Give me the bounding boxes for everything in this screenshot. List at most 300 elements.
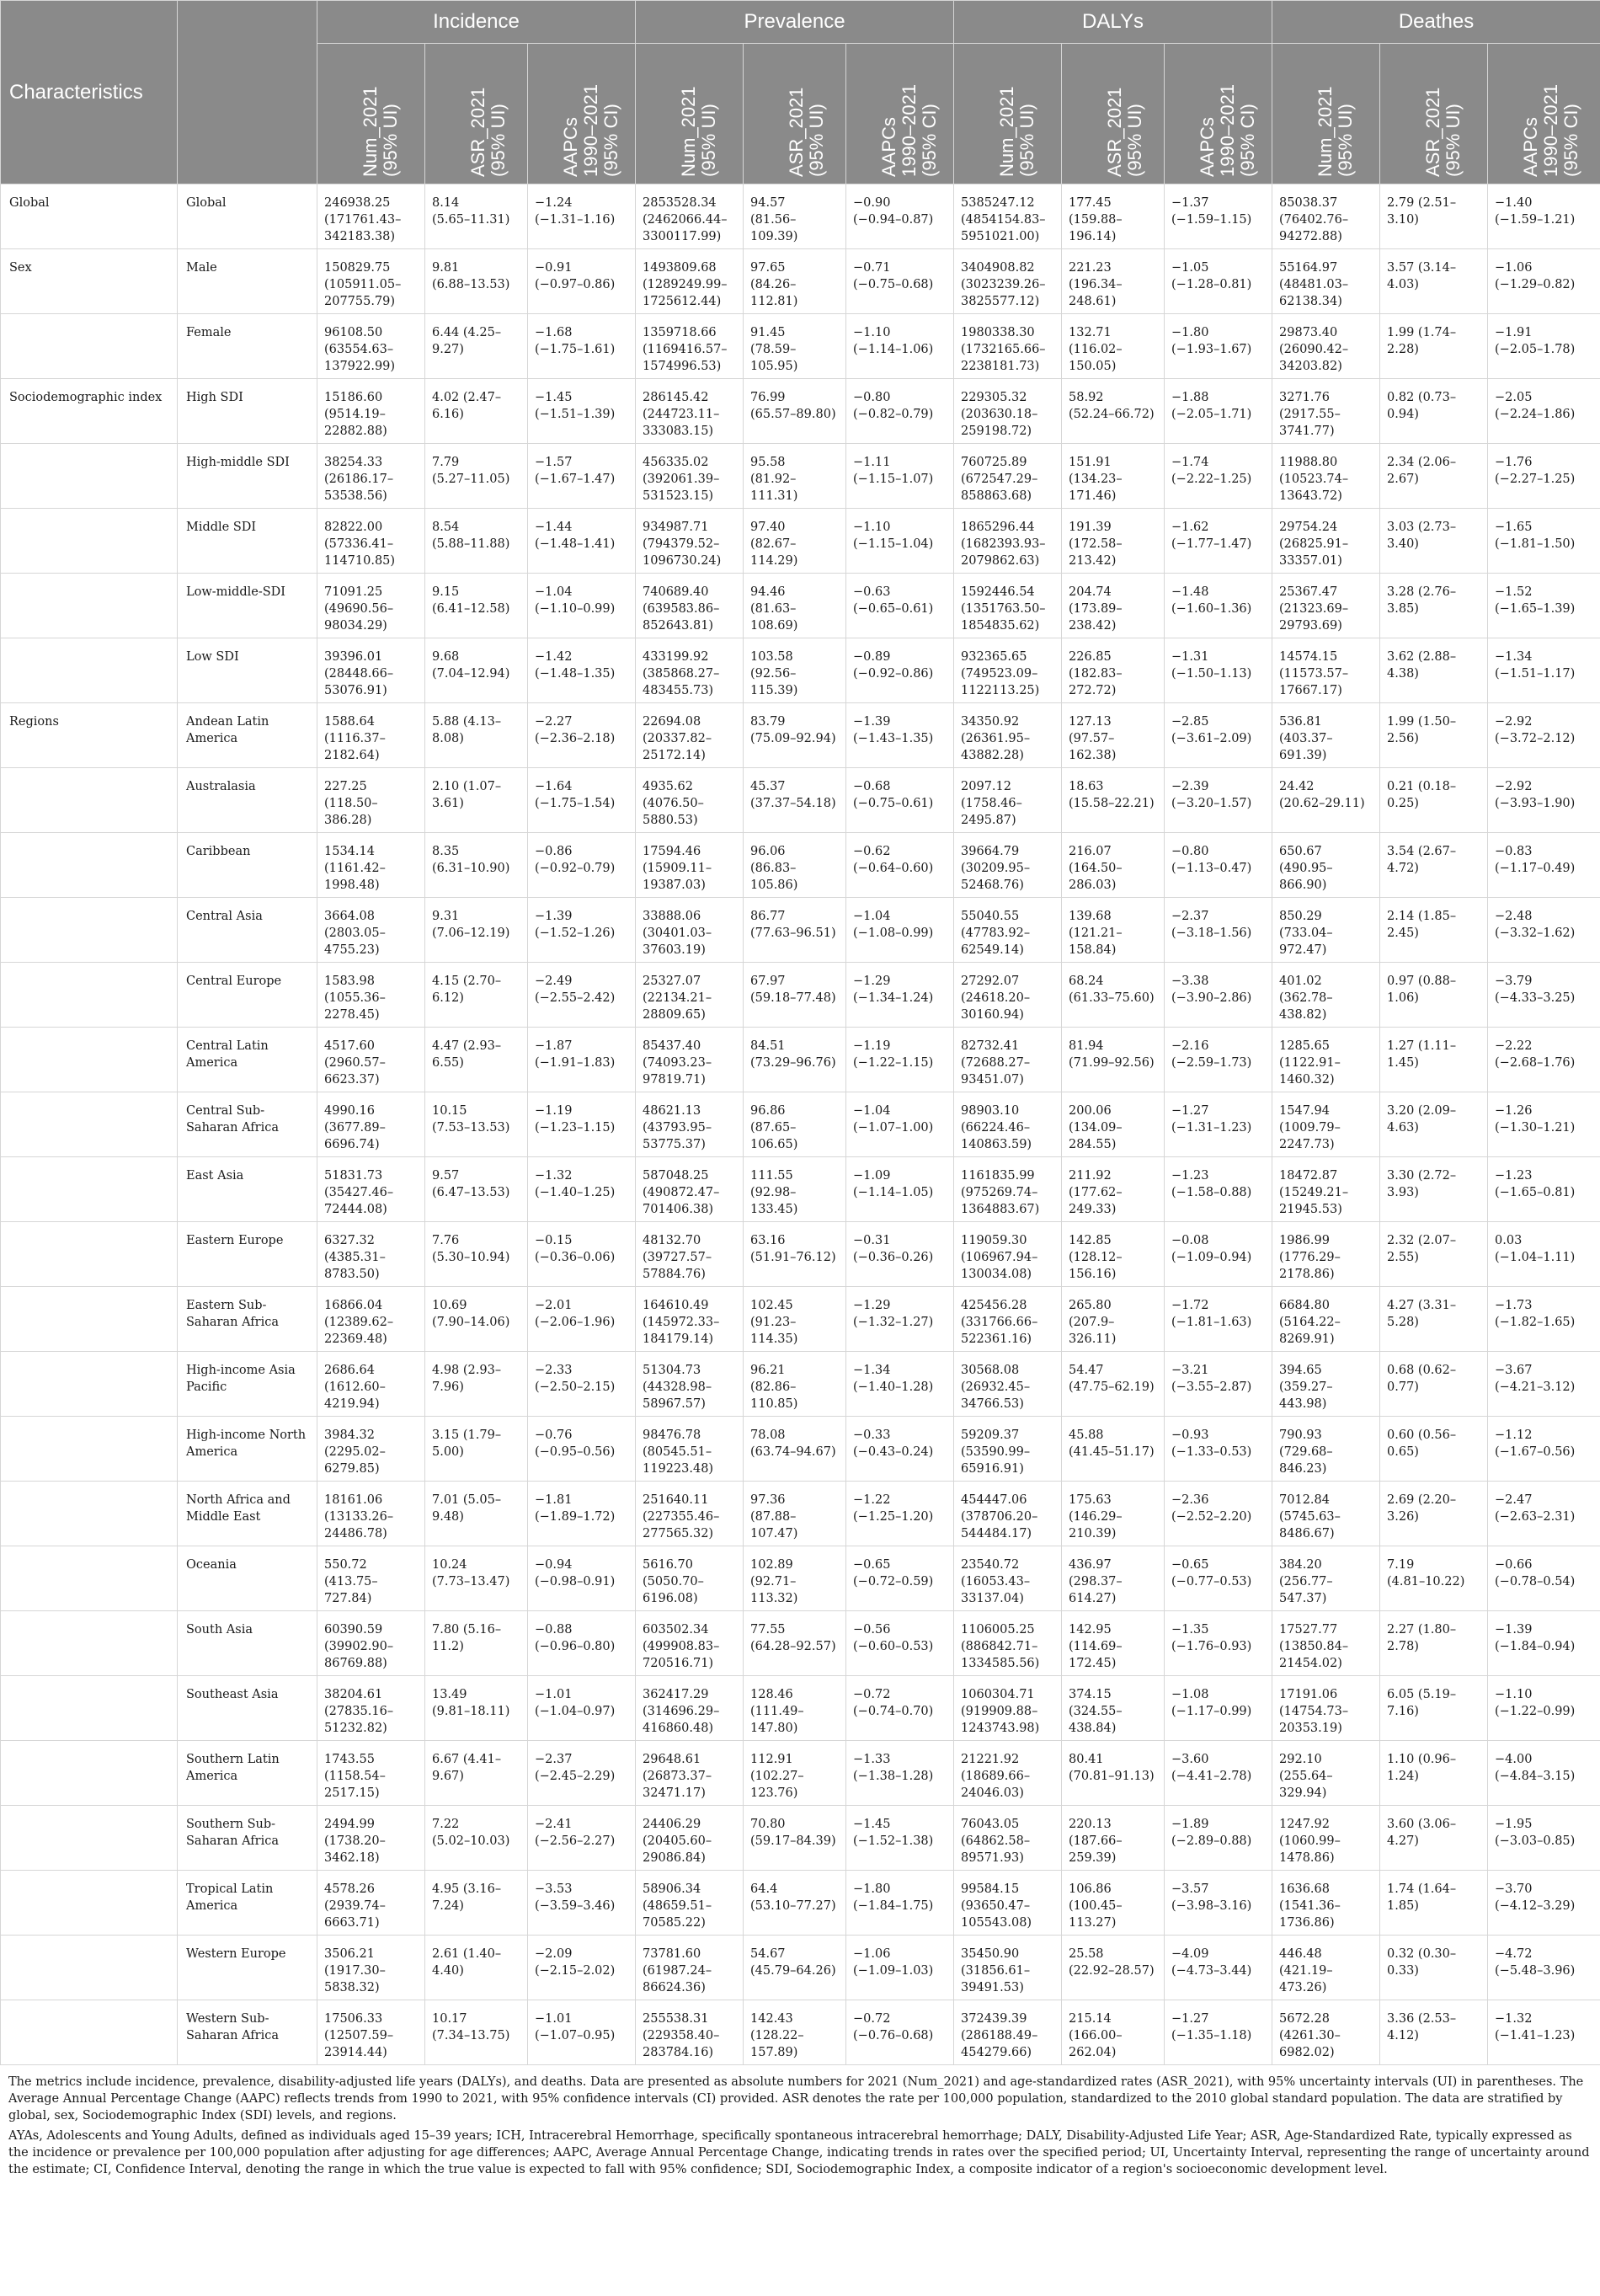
cell-incidence-aapc (528, 1222, 636, 1287)
cell-interval: (4261.30–6982.02) (1279, 2029, 1341, 2059)
cell-value: 1588.64 (324, 715, 375, 729)
cell-interval: (118.50–386.28) (324, 797, 378, 827)
cell-prevalence-aapc (846, 1417, 954, 1482)
cell-value: 1161835.99 (961, 1169, 1035, 1183)
row-label: High-income Asia Pacific (178, 1352, 317, 1417)
subheader-dalys-aapc (1165, 44, 1272, 184)
cell-interval: (1055.36–2278.45) (324, 991, 386, 1022)
cell-value: 82732.41 (961, 1039, 1020, 1053)
cell-deaths-num-2021 (1272, 1676, 1380, 1741)
cell-dalys-num-2021 (954, 249, 1062, 314)
cell-prevalence-aapc (846, 768, 954, 833)
cell-value: −2.22 (1495, 1039, 1533, 1053)
cell-value: 0.21 (0.18–0.25) (1387, 780, 1457, 810)
cell-incidence-asr-2021 (425, 444, 528, 509)
cell-deaths-aapc (1488, 509, 1600, 574)
cell-dalys-aapc (1165, 1417, 1272, 1482)
cell-interval: (26090.42–34203.82) (1279, 343, 1349, 373)
cell-value: 132.71 (1069, 326, 1112, 339)
cell-interval: (82.86–110.85) (750, 1380, 798, 1411)
cell-value: 3.60 (3.06–4.27) (1387, 1818, 1457, 1848)
cell-value: 139.68 (1069, 910, 1112, 923)
cell-interval: (72688.27–93451.07) (961, 1056, 1031, 1087)
cell-interval: (207.9–326.11) (1069, 1316, 1117, 1346)
cell-interval: (59.17–84.39) (750, 1834, 836, 1848)
cell-interval: (−2.50–2.15) (535, 1380, 616, 1394)
cell-value: −3.21 (1171, 1364, 1209, 1377)
cell-value: 1.74 (1.64–1.85) (1387, 1882, 1457, 1913)
cell-value: 151.91 (1069, 456, 1112, 469)
cell-prevalence-num-2021 (636, 184, 744, 249)
cell-interval: (31856.61–39491.53) (961, 1964, 1031, 1994)
cell-interval: (11573.57–17667.17) (1279, 667, 1349, 697)
cell-value: 1359718.66 (643, 326, 717, 339)
cell-dalys-num-2021 (954, 1028, 1062, 1092)
cell-prevalence-aapc (846, 249, 954, 314)
cell-value: 11988.80 (1279, 456, 1338, 469)
cell-incidence-num-2021 (317, 768, 425, 833)
cell-prevalence-num-2021 (636, 1611, 744, 1676)
cell-dalys-num-2021 (954, 184, 1062, 249)
cell-interval: (164.50–286.03) (1069, 862, 1123, 892)
cell-incidence-num-2021 (317, 1676, 425, 1741)
cell-value: 142.85 (1069, 1234, 1112, 1247)
cell-interval: (12507.59–23914.44) (324, 2029, 394, 2059)
cell-deaths-aapc (1488, 184, 1600, 249)
cell-value: 99584.15 (961, 1882, 1020, 1896)
cell-prevalence-aapc (846, 963, 954, 1028)
cell-interval: (−1.33–0.53) (1171, 1445, 1252, 1459)
cell-interval: (−1.65–1.39) (1495, 602, 1576, 616)
cell-deaths-asr-2021 (1380, 1092, 1488, 1157)
cell-value: 78.08 (750, 1428, 786, 1442)
cell-prevalence-num-2021 (636, 1028, 744, 1092)
cell-value: 4.15 (2.70–6.12) (432, 974, 502, 1005)
cell-interval: (−2.59–1.73) (1171, 1056, 1252, 1070)
cell-value: −1.42 (535, 650, 573, 664)
cell-dalys-aapc (1165, 1936, 1272, 2000)
cell-interval: (6.47–13.53) (432, 1186, 510, 1199)
cell-interval: (−1.08–0.99) (853, 926, 934, 940)
cell-deaths-num-2021 (1272, 1611, 1380, 1676)
cell-interval: (4076.50–5880.53) (643, 797, 704, 827)
cell-interval: (−0.75–0.61) (853, 797, 934, 810)
cell-value: 97.36 (750, 1493, 786, 1507)
cell-interval: (−0.92–0.79) (535, 862, 616, 875)
cell-interval: (−1.52–1.38) (853, 1834, 934, 1848)
cell-prevalence-asr-2021 (744, 1936, 846, 2000)
cell-dalys-asr-2021 (1062, 703, 1165, 768)
cell-value: 76043.05 (961, 1818, 1020, 1831)
subheader-incidence-num-2021 (317, 44, 425, 184)
cell-prevalence-aapc (846, 1222, 954, 1287)
cell-interval: (−3.18–1.56) (1171, 926, 1252, 940)
cell-value: 2.27 (1.80–2.78) (1387, 1623, 1457, 1653)
cell-deaths-asr-2021 (1380, 2000, 1488, 2065)
cell-prevalence-aapc (846, 1806, 954, 1871)
cell-interval: (−0.95–0.56) (535, 1445, 616, 1459)
cell-value: 1285.65 (1279, 1039, 1330, 1053)
cell-value: 7.01 (5.05–9.48) (432, 1493, 502, 1524)
cell-value: 446.48 (1279, 1947, 1322, 1961)
cell-interval: (6.31–10.90) (432, 862, 510, 875)
cell-prevalence-num-2021 (636, 1676, 744, 1741)
cell-interval: (−4.41–2.78) (1171, 1770, 1252, 1783)
cell-deaths-aapc (1488, 1092, 1600, 1157)
cell-incidence-asr-2021 (425, 898, 528, 963)
cell-interval: (−1.41–1.23) (1495, 2029, 1576, 2042)
cell-value: 2.69 (2.20–3.26) (1387, 1493, 1457, 1524)
cell-deaths-asr-2021 (1380, 574, 1488, 638)
cell-interval: (21323.69–29793.69) (1279, 602, 1349, 633)
cell-value: 97.65 (750, 261, 786, 275)
row-label: Western Sub-Saharan Africa (178, 2000, 317, 2065)
cell-interval: (20405.60–29086.84) (643, 1834, 712, 1865)
cell-value: 34350.92 (961, 715, 1020, 729)
cell-value: 211.92 (1069, 1169, 1112, 1183)
cell-prevalence-num-2021 (636, 1352, 744, 1417)
cell-deaths-num-2021 (1272, 379, 1380, 444)
cell-incidence-asr-2021 (425, 1676, 528, 1741)
cell-incidence-num-2021 (317, 1482, 425, 1546)
table-row (1, 2000, 1600, 2065)
cell-value: 18161.06 (324, 1493, 383, 1507)
table-row (1, 833, 1600, 898)
cell-interval: (−1.35–1.18) (1171, 2029, 1252, 2042)
cell-value: 1493809.68 (643, 261, 717, 275)
cell-value: −1.40 (1495, 196, 1533, 210)
cell-dalys-aapc (1165, 2000, 1272, 2065)
cell-deaths-aapc (1488, 1871, 1600, 1936)
cell-interval: (−0.65–0.61) (853, 602, 934, 616)
cell-incidence-num-2021 (317, 249, 425, 314)
cell-interval: (26825.91–33357.01) (1279, 537, 1349, 568)
cell-interval: (−1.81–1.63) (1171, 1316, 1252, 1329)
cell-value: −0.31 (853, 1234, 891, 1247)
cell-incidence-aapc (528, 444, 636, 509)
cell-value: −1.80 (853, 1882, 891, 1896)
cell-interval: (102.27–123.76) (750, 1770, 804, 1800)
cell-dalys-num-2021 (954, 1352, 1062, 1417)
cell-value: 384.20 (1279, 1558, 1322, 1572)
cell-incidence-num-2021 (317, 379, 425, 444)
cell-value: 425456.28 (961, 1299, 1027, 1312)
cell-value: 0.82 (0.73–0.94) (1387, 391, 1457, 421)
cell-dalys-asr-2021 (1062, 963, 1165, 1028)
cell-value: 142.95 (1069, 1623, 1112, 1637)
cell-interval: (13850.84–21454.02) (1279, 1640, 1349, 1670)
cell-value: −0.56 (853, 1623, 891, 1637)
cell-value: −1.88 (1171, 391, 1209, 404)
cell-interval: (64.28–92.57) (750, 1640, 836, 1653)
row-label: Central Latin America (178, 1028, 317, 1092)
cell-dalys-num-2021 (954, 963, 1062, 1028)
row-category (1, 2000, 178, 2065)
cell-prevalence-aapc (846, 509, 954, 574)
cell-interval: (20337.82–25172.14) (643, 732, 712, 762)
cell-value: 98476.78 (643, 1428, 701, 1442)
cell-dalys-aapc (1165, 1546, 1272, 1611)
cell-value: −0.76 (535, 1428, 573, 1442)
cell-value: −2.05 (1495, 391, 1533, 404)
cell-prevalence-num-2021 (636, 963, 744, 1028)
cell-interval: (−1.75–1.61) (535, 343, 616, 356)
cell-interval: (−1.04–1.11) (1495, 1251, 1576, 1264)
table-body (1, 184, 1600, 2065)
cell-interval: (−3.93–1.90) (1495, 797, 1576, 810)
cell-interval: (−3.03–0.85) (1495, 1834, 1576, 1848)
cell-interval: (−2.22–1.25) (1171, 473, 1252, 486)
cell-prevalence-num-2021 (636, 1092, 744, 1157)
cell-value: −1.29 (853, 974, 891, 988)
cell-dalys-aapc (1165, 184, 1272, 249)
table-row (1, 509, 1600, 574)
cell-incidence-num-2021 (317, 638, 425, 703)
cell-value: 220.13 (1069, 1818, 1112, 1831)
cell-interval: (6.41–12.58) (432, 602, 510, 616)
cell-value: 8.14 (432, 196, 460, 210)
cell-prevalence-num-2021 (636, 1871, 744, 1936)
cell-interval: (−1.81–1.50) (1495, 537, 1576, 551)
cell-value: 1986.99 (1279, 1234, 1330, 1247)
cell-interval: (26186.17–53538.56) (324, 473, 394, 503)
cell-interval: (1612.60–4219.94) (324, 1380, 386, 1411)
cell-dalys-asr-2021 (1062, 1092, 1165, 1157)
cell-interval: (7.73–13.47) (432, 1575, 510, 1589)
cell-value: −0.68 (853, 780, 891, 793)
table-row (1, 1806, 1600, 1871)
cell-value: 2.32 (2.07–2.55) (1387, 1234, 1457, 1264)
cell-incidence-num-2021 (317, 184, 425, 249)
cell-value: 25327.07 (643, 974, 701, 988)
cell-deaths-num-2021 (1272, 833, 1380, 898)
cell-value: −1.89 (1171, 1818, 1209, 1831)
cell-prevalence-aapc (846, 1741, 954, 1806)
cell-interval: (5745.63–8486.67) (1279, 1510, 1341, 1540)
table-row (1, 1936, 1600, 2000)
cell-incidence-aapc (528, 1417, 636, 1482)
cell-incidence-asr-2021 (425, 379, 528, 444)
cell-value: 3.36 (2.53–4.12) (1387, 2012, 1457, 2042)
cell-deaths-num-2021 (1272, 703, 1380, 768)
cell-interval: (4854154.83–5951021.00) (961, 213, 1046, 243)
cell-interval: (71.99–92.56) (1069, 1056, 1155, 1070)
cell-interval: (−4.21–3.12) (1495, 1380, 1576, 1394)
cell-prevalence-num-2021 (636, 1157, 744, 1222)
cell-deaths-asr-2021 (1380, 1806, 1488, 1871)
cell-dalys-aapc (1165, 1222, 1272, 1287)
cell-value: −1.35 (1171, 1623, 1209, 1637)
cell-incidence-asr-2021 (425, 1482, 528, 1546)
cell-interval: (5.27–11.05) (432, 473, 510, 486)
cell-interval: (18689.66–24046.03) (961, 1770, 1031, 1800)
cell-incidence-aapc (528, 574, 636, 638)
cell-interval: (146.29–210.39) (1069, 1510, 1123, 1540)
cell-value: −1.80 (1171, 326, 1209, 339)
cell-dalys-aapc (1165, 1028, 1272, 1092)
cell-deaths-aapc (1488, 249, 1600, 314)
cell-interval: (639583.86–852643.81) (643, 602, 720, 633)
cell-prevalence-num-2021 (636, 1287, 744, 1352)
cell-interval: (39902.90–86769.88) (324, 1640, 394, 1670)
cell-interval: (5.02–10.03) (432, 1834, 510, 1848)
cell-value: −1.06 (853, 1947, 891, 1961)
cell-prevalence-num-2021 (636, 379, 744, 444)
cell-interval: (97.57–162.38) (1069, 732, 1117, 762)
cell-value: 216.07 (1069, 845, 1112, 858)
cell-deaths-num-2021 (1272, 1871, 1380, 1936)
cell-value: −2.92 (1495, 780, 1533, 793)
cell-incidence-num-2021 (317, 1352, 425, 1417)
cell-interval: (−1.75–1.54) (535, 797, 616, 810)
subheader-label: Num_2021 (95% UI) (1315, 86, 1357, 177)
cell-value: 98903.10 (961, 1104, 1020, 1118)
cell-incidence-asr-2021 (425, 574, 528, 638)
cell-value: −4.09 (1171, 1947, 1209, 1961)
cell-value: −1.57 (535, 456, 573, 469)
cell-interval: (171761.43–342183.38) (324, 213, 402, 243)
cell-value: 6.67 (4.41–9.67) (432, 1753, 502, 1783)
cell-interval: (77.63–96.51) (750, 926, 836, 940)
cell-interval: (66224.46–140863.59) (961, 1121, 1032, 1151)
cell-dalys-aapc (1165, 768, 1272, 833)
cell-deaths-asr-2021 (1380, 1611, 1488, 1676)
cell-value: −2.37 (1171, 910, 1209, 923)
cell-value: −1.05 (1171, 261, 1209, 275)
cell-interval: (5.65–11.31) (432, 213, 510, 227)
cell-incidence-num-2021 (317, 1092, 425, 1157)
cell-value: 80.41 (1069, 1753, 1104, 1766)
cell-deaths-aapc (1488, 444, 1600, 509)
cell-interval: (53.10–77.27) (750, 1899, 836, 1913)
cell-interval: (24618.20–30160.94) (961, 991, 1031, 1022)
cell-value: 63.16 (750, 1234, 786, 1247)
cell-interval: (2960.57–6623.37) (324, 1056, 386, 1087)
cell-interval: (177.62–249.33) (1069, 1186, 1123, 1216)
cell-value: 4.27 (3.31–5.28) (1387, 1299, 1457, 1329)
cell-interval: (−1.32–1.27) (853, 1316, 934, 1329)
cell-interval: (7.53–13.53) (432, 1121, 510, 1135)
cell-value: −0.91 (535, 261, 573, 275)
cell-interval: (−1.07–0.95) (535, 2029, 616, 2042)
cell-interval: (−1.22–1.15) (853, 1056, 934, 1070)
cell-interval: (−0.64–0.60) (853, 862, 934, 875)
cell-dalys-aapc (1165, 638, 1272, 703)
row-label: Southeast Asia (178, 1676, 317, 1741)
cell-prevalence-num-2021 (636, 444, 744, 509)
cell-incidence-aapc (528, 898, 636, 963)
cell-dalys-asr-2021 (1062, 1417, 1165, 1482)
row-label: High-income North America (178, 1417, 317, 1482)
cell-dalys-asr-2021 (1062, 1676, 1165, 1741)
cell-value: −2.33 (535, 1364, 573, 1377)
cell-value: 1060304.71 (961, 1688, 1035, 1701)
cell-value: 51304.73 (643, 1364, 701, 1377)
cell-prevalence-asr-2021 (744, 638, 846, 703)
cell-value: 2.61 (1.40–4.40) (432, 1947, 502, 1978)
cell-value: −0.65 (1171, 1558, 1209, 1572)
table-row (1, 1352, 1600, 1417)
cell-prevalence-num-2021 (636, 898, 744, 963)
row-label: Australasia (178, 768, 317, 833)
cell-value: 10.24 (432, 1558, 467, 1572)
cell-interval: (298.37–614.27) (1069, 1575, 1123, 1605)
cell-dalys-aapc (1165, 1676, 1272, 1741)
cell-interval: (1541.36–1736.86) (1279, 1899, 1341, 1930)
row-label: Male (178, 249, 317, 314)
cell-prevalence-num-2021 (636, 703, 744, 768)
cell-incidence-asr-2021 (425, 1028, 528, 1092)
cell-interval: (16053.43–33137.04) (961, 1575, 1031, 1605)
cell-incidence-num-2021 (317, 1936, 425, 2000)
cell-interval: (1682393.93–2079862.63) (961, 537, 1046, 568)
cell-value: −1.39 (535, 910, 573, 923)
cell-prevalence-num-2021 (636, 833, 744, 898)
cell-value: 6.44 (4.25–9.27) (432, 326, 502, 356)
subheader-label: ASR_2021 (95% UI) (1422, 87, 1464, 177)
cell-interval: (1776.29–2178.86) (1279, 1251, 1341, 1281)
cell-value: 5616.70 (643, 1558, 693, 1572)
table-row (1, 1092, 1600, 1157)
cell-interval: (73.29–96.76) (750, 1056, 836, 1070)
cell-incidence-num-2021 (317, 1806, 425, 1871)
cell-interval: (−2.24–1.86) (1495, 408, 1576, 421)
cell-prevalence-aapc (846, 1092, 954, 1157)
cell-value: 4.95 (3.16–7.24) (432, 1882, 502, 1913)
cell-prevalence-aapc (846, 444, 954, 509)
cell-prevalence-aapc (846, 1028, 954, 1092)
cell-prevalence-aapc (846, 574, 954, 638)
cell-interval: (729.68–846.23) (1279, 1445, 1333, 1476)
cell-incidence-asr-2021 (425, 509, 528, 574)
cell-value: 70.80 (750, 1818, 786, 1831)
cell-interval: (−1.67–1.47) (535, 473, 616, 486)
cell-interval: (57336.41–114710.85) (324, 537, 396, 568)
cell-prevalence-num-2021 (636, 1482, 744, 1546)
cell-interval: (128.12–156.16) (1069, 1251, 1123, 1281)
row-label: High SDI (178, 379, 317, 444)
cell-interval: (794379.52–1096730.24) (643, 537, 722, 568)
cell-interval: (−1.15–1.07) (853, 473, 934, 486)
cell-value: −1.34 (1495, 650, 1533, 664)
header-blank (178, 1, 317, 184)
subheader-label: ASR_2021 (95% UI) (467, 87, 509, 177)
cell-deaths-num-2021 (1272, 509, 1380, 574)
cell-value: 934987.71 (643, 521, 709, 534)
cell-prevalence-asr-2021 (744, 1352, 846, 1417)
cell-value: −1.68 (535, 326, 573, 339)
cell-value: −1.27 (1171, 2012, 1209, 2026)
cell-dalys-asr-2021 (1062, 1936, 1165, 2000)
cell-deaths-aapc (1488, 1157, 1600, 1222)
cell-incidence-num-2021 (317, 509, 425, 574)
cell-value: 35450.90 (961, 1947, 1020, 1961)
table-row (1, 768, 1600, 833)
cell-value: 10.17 (432, 2012, 467, 2026)
cell-prevalence-asr-2021 (744, 1482, 846, 1546)
cell-value: 7012.84 (1279, 1493, 1330, 1507)
cell-value: 790.93 (1279, 1428, 1322, 1442)
cell-prevalence-asr-2021 (744, 833, 846, 898)
cell-value: 3.62 (2.88–4.38) (1387, 650, 1457, 681)
cell-value: 82822.00 (324, 521, 383, 534)
table-row (1, 184, 1600, 249)
cell-interval: (672547.29–858863.68) (961, 473, 1038, 503)
cell-incidence-num-2021 (317, 1546, 425, 1611)
cell-interval: (−1.14–1.05) (853, 1186, 934, 1199)
cell-deaths-aapc (1488, 1222, 1600, 1287)
cell-value: 265.80 (1069, 1299, 1112, 1312)
